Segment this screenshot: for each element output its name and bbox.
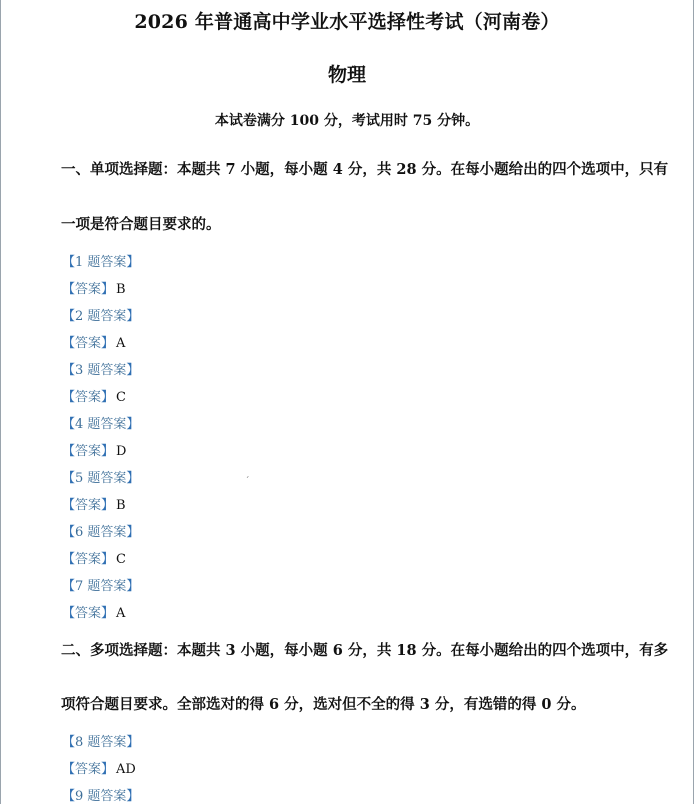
bracket-close: 】 [101,444,115,459]
question-4-heading [62,413,139,432]
question-label: 9 题答案 [75,789,127,804]
bracket-close: 】 [101,498,115,513]
bracket-open: 【 [62,282,76,297]
answer-label: 答案 [75,444,102,459]
question-2-heading [62,305,139,324]
bracket-open: 【 [62,498,76,513]
section1-heading-line2: 一项是符合题目要求的。 [61,216,221,233]
bracket-open: 【 [62,363,76,378]
answer-label: 答案 [75,282,102,297]
bracket-close: 】 [126,471,140,486]
bracket-close: 】 [126,579,140,594]
bracket-open: 【 [62,525,76,540]
stray-mark: ˊ [245,477,250,487]
question-2-answer [62,332,125,351]
answer-value: AD [116,762,136,777]
bracket-open: 【 [62,735,76,750]
question-4-answer [62,440,126,459]
bracket-open: 【 [62,336,76,351]
bracket-close: 】 [126,363,140,378]
bracket-close: 】 [126,525,140,540]
bracket-close: 】 [126,309,140,324]
answer-label: 答案 [75,336,102,351]
question-8-answer [62,758,136,777]
question-1-heading [62,251,139,270]
question-7-heading [62,575,139,594]
answer-value: A [116,606,126,621]
bracket-open: 【 [62,309,76,324]
question-label: 1 题答案 [75,255,127,270]
question-8-heading [62,731,139,750]
question-9-heading [62,785,139,804]
bracket-close: 】 [101,762,115,777]
question-3-answer [62,386,126,405]
answer-value: D [116,444,127,459]
question-5-answer [62,494,126,513]
bracket-close: 】 [126,417,140,432]
bracket-open: 【 [62,579,76,594]
bracket-open: 【 [62,255,76,270]
bracket-open: 【 [62,471,76,486]
section2-heading-line1: 二、多项选择题：本题共 3 小题，每小题 6 分，共 18 分。在每小题给出的四个选项中，有多 [61,642,669,659]
question-label: 5 题答案 [75,471,127,486]
question-label: 2 题答案 [75,309,127,324]
bracket-close: 】 [101,336,115,351]
bracket-open: 【 [62,444,76,459]
question-1-answer [62,278,126,297]
bracket-close: 】 [101,282,115,297]
exam-note: 本试卷满分 100 分，考试用时 75 分钟。 [214,113,480,129]
bracket-close: 】 [126,735,140,750]
answer-label: 答案 [75,606,102,621]
section2-heading-line2: 项符合题目要求。全部选对的得 6 分，选对但不全的得 3 分，有选错的得 0 分。 [61,696,586,713]
answer-label: 答案 [75,762,102,777]
answer-label: 答案 [75,390,102,405]
question-label: 8 题答案 [75,735,127,750]
bracket-open: 【 [62,606,76,621]
section1-heading-line1: 一、单项选择题：本题共 7 小题，每小题 4 分，共 28 分。在每小题给出的四个选项中，只有 [61,161,669,178]
bracket-close: 】 [126,789,140,804]
answer-value: A [116,336,126,351]
answer-value: B [116,282,126,297]
bracket-close: 】 [101,606,115,621]
answer-label: 答案 [75,552,102,567]
question-label: 4 题答案 [75,417,127,432]
answer-value: B [116,498,126,513]
bracket-open: 【 [62,417,76,432]
bracket-open: 【 [62,762,76,777]
bracket-open: 【 [62,789,76,804]
question-label: 7 题答案 [75,579,127,594]
question-label: 6 题答案 [75,525,127,540]
bracket-close: 】 [126,255,140,270]
bracket-open: 【 [62,552,76,567]
answer-label: 答案 [75,498,102,513]
exam-title: 2026 年普通高中学业水平选择性考试（河南卷） [134,11,560,33]
question-3-heading [62,359,139,378]
bracket-open: 【 [62,390,76,405]
question-label: 3 题答案 [75,363,127,378]
question-6-heading [62,521,139,540]
question-5-heading [62,467,139,486]
question-7-answer [62,602,125,621]
bracket-close: 】 [101,390,115,405]
answer-value: C [116,552,126,567]
bracket-close: 】 [101,552,115,567]
answer-value: C [116,390,126,405]
question-6-answer [62,548,126,567]
subject-title: 物理 [327,64,366,86]
